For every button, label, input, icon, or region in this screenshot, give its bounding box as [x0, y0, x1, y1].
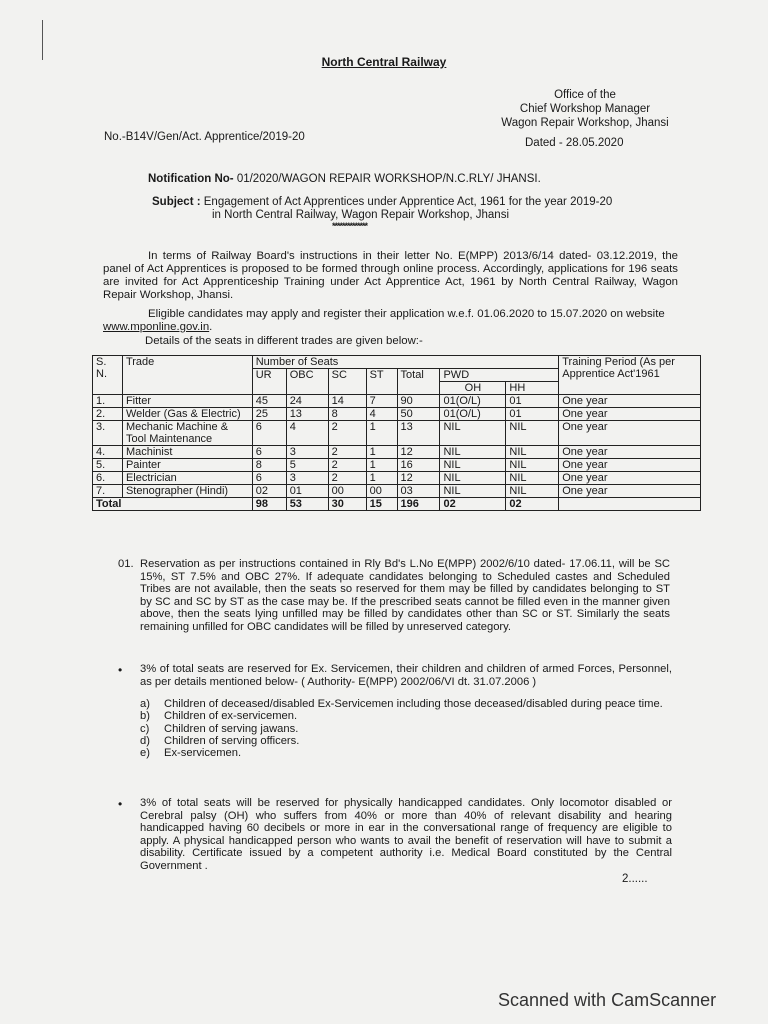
- cell-sn: 6.: [93, 472, 123, 485]
- cell-ur: 6: [252, 446, 286, 459]
- cell-trade: Welder (Gas & Electric): [122, 408, 252, 421]
- header-sc: SC: [328, 369, 366, 395]
- cell-trade: Machinist: [122, 446, 252, 459]
- cell-total: 03: [397, 485, 440, 498]
- cell-st: 7: [366, 395, 397, 408]
- cell-total: 16: [397, 459, 440, 472]
- cell-period: One year: [559, 408, 701, 421]
- cell-sn: 7.: [93, 485, 123, 498]
- bullet-icon: •: [118, 663, 123, 677]
- total-st: 15: [366, 498, 397, 511]
- list-text: Children of ex-servicemen.: [164, 710, 298, 723]
- cell-ur: 25: [252, 408, 286, 421]
- cell-oh: 01(O/L): [440, 395, 506, 408]
- intro-text: In terms of Railway Board's instructions in their letter No. E(MPP) 2013/6/14 dated- 03.12.2019, the panel of Act Apprentices is proposed to be formed through online process. Accordingly, applications for 196 seats are invited for Act Apprenticeship Training under Act Apprentice Act, 1961 by North Central Railway, Wagon Repair Workshop, Jhansi.: [103, 250, 678, 301]
- cell-obc: 01: [286, 485, 328, 498]
- eligibility-text: Eligible candidates may apply and register their application w.e.f. 01.06.2020 to 15.07.2020 on website: [148, 308, 665, 320]
- cell-obc: 13: [286, 408, 328, 421]
- cell-oh: NIL: [440, 446, 506, 459]
- note-text: Reservation as per instructions contained in Rly Bd's L.No E(MPP) 2002/6/10 dated- 17.06.11, will be SC 15%, ST 7.5% and OBC 27%. If adequate candidates belonging to Scheduled castes and Scheduled Tribes are not available, then the seats so reserved for them may be filled by candidates belonging to ST by SC and SC by ST as the case may be. If the prescribed seats cannot be filled even in the manner given above, then the seats lying unfilled may be filled by candidates other than SC or ST. Similarly the seats remaining unfilled for OBC candidates will be filled by unreserved category.: [140, 558, 670, 633]
- cell-period: One year: [559, 485, 701, 498]
- header-number-of-seats: Number of Seats: [252, 356, 559, 369]
- notification-label: Notification No-: [148, 173, 234, 185]
- bullet-icon: •: [118, 797, 123, 811]
- cell-sc: 2: [328, 459, 366, 472]
- office-line: Chief Workshop Manager: [519, 103, 651, 115]
- cell-st: 1: [366, 459, 397, 472]
- cell-trade: Fitter: [122, 395, 252, 408]
- cell-st: 1: [366, 446, 397, 459]
- intro-paragraph: [103, 250, 678, 302]
- office-line: Office of the: [554, 89, 616, 101]
- cell-trade: Stenographer (Hindi): [122, 485, 252, 498]
- cell-ur: 6: [252, 472, 286, 485]
- cell-trade: Mechanic Machine & Tool Maintenance: [122, 421, 252, 446]
- header-pwd: PWD: [440, 369, 559, 382]
- period: .: [209, 321, 213, 333]
- cell-oh: 01(O/L): [440, 408, 506, 421]
- cell-oh: NIL: [440, 485, 506, 498]
- cell-sn: 2.: [93, 408, 123, 421]
- header-training-period: Training Period (As per Apprentice Act'1961: [559, 356, 701, 395]
- cell-period: One year: [559, 446, 701, 459]
- table-row: [93, 459, 701, 472]
- list-item: [140, 698, 672, 710]
- subject-label: Subject :: [152, 196, 201, 208]
- reference-number: No.-B14V/Gen/Act. Apprentice/2019-20: [104, 131, 305, 143]
- table-row: [93, 446, 701, 459]
- header-oh: OH: [440, 382, 506, 395]
- cell-ur: 6: [252, 421, 286, 446]
- notification-line: [148, 173, 541, 185]
- eligibility-paragraph: [103, 308, 678, 334]
- subject-line: Engagement of Act Apprentices under Apprentice Act, 1961 for the year 2019-20: [203, 196, 613, 208]
- office-line: Wagon Repair Workshop, Jhansi: [501, 117, 669, 129]
- cell-total: 13: [397, 421, 440, 446]
- cell-period: One year: [559, 395, 701, 408]
- cell-sn: 5.: [93, 459, 123, 472]
- list-label: d): [140, 734, 150, 747]
- cell-sn: 4.: [93, 446, 123, 459]
- cell-hh: 01: [506, 395, 559, 408]
- cell-ur: 45: [252, 395, 286, 408]
- total-period: [559, 498, 701, 511]
- header-obc: OBC: [286, 369, 328, 395]
- cell-obc: 3: [286, 472, 328, 485]
- total-sc: 30: [328, 498, 366, 511]
- table-row: [93, 408, 701, 421]
- cell-sc: 2: [328, 421, 366, 446]
- cell-total: 50: [397, 408, 440, 421]
- cell-period: One year: [559, 472, 701, 485]
- website-link[interactable]: www.mponline.gov.in: [103, 321, 210, 333]
- cell-ur: 8: [252, 459, 286, 472]
- total-ur: 98: [252, 498, 286, 511]
- list-text: Children of serving jawans.: [164, 722, 299, 735]
- cell-trade: Electrician: [122, 472, 252, 485]
- cell-st: 00: [366, 485, 397, 498]
- details-line: Details of the seats in different trades are given below:-: [145, 335, 423, 347]
- notification-text: 01/2020/WAGON REPAIR WORKSHOP/N.C.RLY/ JHANSI.: [236, 173, 541, 185]
- note-reservation: [118, 558, 670, 633]
- cell-hh: NIL: [506, 421, 559, 446]
- margin-mark: [42, 20, 45, 60]
- cell-sc: 2: [328, 472, 366, 485]
- cell-obc: 3: [286, 446, 328, 459]
- table-row: [93, 485, 701, 498]
- cell-sc: 2: [328, 446, 366, 459]
- seats-table: [92, 355, 701, 511]
- cell-obc: 4: [286, 421, 328, 446]
- note-handicapped: 3% of total seats will be reserved for physically handicapped candidates. Only locomotor disabled or Cerebral palsy (OH) who suffers from 40% or more than 40% of relevant disability and hearing handicapped having 60 decibels or more in ear in the conversational range of frequency are eligible to apply. A physical handicapped person who wants to avail the benefit of reservation will have to submit a disability. Certificate issued by a competent authority i.e. Medical Board constituted by the Central Government .: [140, 797, 672, 872]
- table-row: [93, 421, 701, 446]
- cell-st: 1: [366, 472, 397, 485]
- header-ur: UR: [252, 369, 286, 395]
- cell-period: One year: [559, 459, 701, 472]
- cell-obc: 24: [286, 395, 328, 408]
- table-row: [93, 395, 701, 408]
- list-item: [140, 735, 672, 747]
- cell-sc: 8: [328, 408, 366, 421]
- list-item: [140, 747, 672, 759]
- total-total: 196: [397, 498, 440, 511]
- header-total: Total: [397, 369, 440, 395]
- date: Dated - 28.05.2020: [525, 137, 624, 149]
- list-label: a): [140, 698, 150, 710]
- list-item: [140, 710, 672, 722]
- cell-oh: NIL: [440, 421, 506, 446]
- cell-hh: NIL: [506, 459, 559, 472]
- header-st: ST: [366, 369, 397, 395]
- total-label: Total: [93, 498, 253, 511]
- subject-line: in North Central Railway, Wagon Repair Workshop, Jhansi: [212, 209, 509, 221]
- header-hh: HH: [506, 382, 559, 395]
- office-address: [500, 88, 670, 130]
- list-item: [140, 723, 672, 735]
- list-text: Children of serving officers.: [164, 734, 300, 747]
- header-trade: Trade: [122, 356, 252, 395]
- header-sn: S. N.: [93, 356, 123, 395]
- cell-total: 90: [397, 395, 440, 408]
- ex-servicemen-list: [140, 698, 672, 759]
- cell-sn: 1.: [93, 395, 123, 408]
- cell-trade: Painter: [122, 459, 252, 472]
- cell-st: 1: [366, 421, 397, 446]
- totals-row: [93, 498, 701, 511]
- total-hh: 02: [506, 498, 559, 511]
- cell-period: One year: [559, 421, 701, 446]
- cell-total: 12: [397, 446, 440, 459]
- cell-ur: 02: [252, 485, 286, 498]
- scanner-watermark: Scanned with CamScanner: [498, 990, 717, 1010]
- document-title: North Central Railway: [321, 55, 447, 69]
- cell-obc: 5: [286, 459, 328, 472]
- list-label: e): [140, 747, 150, 760]
- cell-sc: 00: [328, 485, 366, 498]
- page-number: 2......: [622, 873, 648, 885]
- cell-total: 12: [397, 472, 440, 485]
- total-oh: 02: [440, 498, 506, 511]
- note-number: 01.: [118, 558, 134, 570]
- cell-hh: NIL: [506, 472, 559, 485]
- cell-st: 4: [366, 408, 397, 421]
- cell-sc: 14: [328, 395, 366, 408]
- cell-sn: 3.: [93, 421, 123, 446]
- cell-hh: NIL: [506, 446, 559, 459]
- note-ex-servicemen: 3% of total seats are reserved for Ex. Servicemen, their children and children of armed Forces, Personnel, as per details mentioned below- ( Authority- E(MPP) 2002/06/VI dt. 31.07.2006 ): [140, 663, 672, 688]
- cell-hh: NIL: [506, 485, 559, 498]
- subject-block: [152, 196, 672, 230]
- subject-stars: **************: [332, 221, 368, 231]
- cell-oh: NIL: [440, 472, 506, 485]
- cell-hh: 01: [506, 408, 559, 421]
- list-label: b): [140, 710, 150, 723]
- total-obc: 53: [286, 498, 328, 511]
- cell-oh: NIL: [440, 459, 506, 472]
- table-row: [93, 472, 701, 485]
- list-text: Ex-servicemen.: [164, 747, 242, 760]
- list-text: Children of deceased/disabled Ex-Servicemen including those deceased/disabled during peace time.: [164, 698, 663, 710]
- list-label: c): [140, 722, 150, 735]
